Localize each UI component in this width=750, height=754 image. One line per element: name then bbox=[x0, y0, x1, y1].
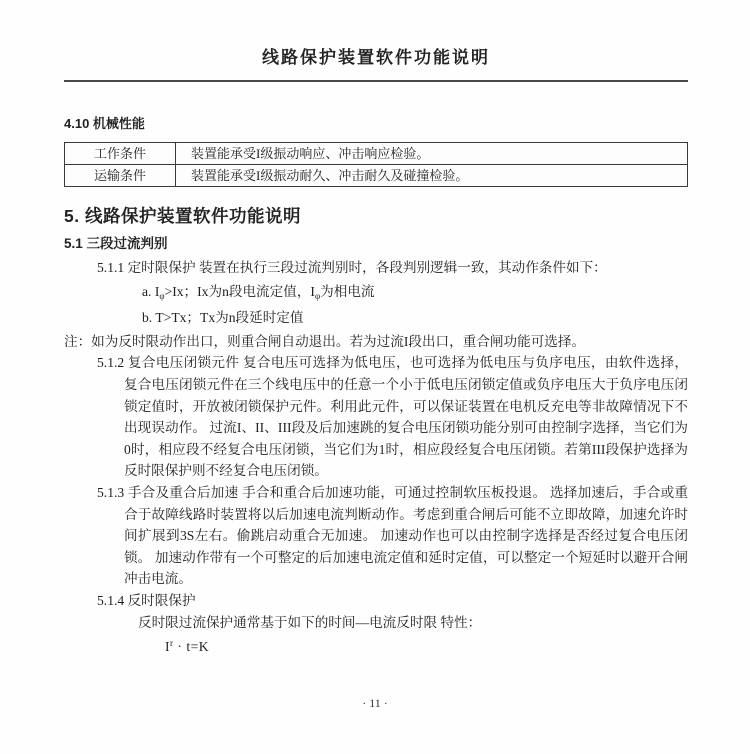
header-rule bbox=[64, 80, 688, 82]
paragraph-5-1-4-intro: 反时限过流保护通常基于如下的时间—电流反时限 特性： bbox=[138, 614, 482, 630]
section-5-heading: 5. 线路保护装置软件功能说明 bbox=[64, 206, 301, 226]
heading-5-1-4: 5.1.4 反时限保护 bbox=[97, 592, 196, 608]
note-line: 注：如为反时限动作出口，则重合闸自动退出。若为过流I段出口，重合闸功能可选择。 bbox=[64, 333, 586, 349]
table-row bbox=[65, 165, 688, 187]
condition-a-pre: a. I bbox=[142, 283, 160, 299]
header-title: 线路保护装置软件功能说明 bbox=[262, 48, 490, 67]
condition-a-mid: >Ix；Ix为n段电流定值，I bbox=[164, 283, 315, 299]
formula-exponent: r bbox=[170, 638, 174, 649]
condition-a-post: 为相电流 bbox=[320, 283, 375, 299]
paragraph-5-1-2: 5.1.2 复合电压闭锁元件 复合电压可选择为低电压，也可选择为低电压与负序电压，由软件选择，复合电压闭锁元件在三个线电压中的任意一个小于低电压闭锁定值或负序电压大于负序电压闭锁定值时，开放被闭锁保护元件。利用此元件，可以保证装置在电机反充电等非故障情况下不出现误动作。 过流I、II、III段及后加速跳的复合电压闭锁功能分别可由控制字选择，当它们为0时，相应段不经复合电压闭锁，当它们为1时，相应段经复合电压闭锁。若第III段保护选择为反时限保护则不经复合电压闭锁。 bbox=[97, 355, 688, 479]
section-5-1-body bbox=[64, 257, 688, 658]
paragraph-5-1-1: 5.1.1 定时限保护 装置在执行三段过流判别时，各段判别逻辑一致，其动作条件如下： bbox=[97, 260, 607, 275]
document-header bbox=[64, 0, 688, 82]
section-5-1-heading: 5.1 三段过流判别 bbox=[64, 236, 168, 251]
inverse-time-formula bbox=[64, 633, 688, 658]
row-label: 运输条件 bbox=[65, 165, 176, 187]
mechanical-performance-table bbox=[64, 142, 688, 187]
formula-base: I bbox=[165, 639, 171, 655]
row-value: 装置能承受I级振动耐久、冲击耐久及碰撞检验。 bbox=[176, 165, 688, 187]
paragraph-5-1-3: 5.1.3 手合及重合后加速 手合和重合后加速功能，可通过控制软压板投退。 选择加速后，手合或重合于故障线路时装置将以后加速电流判断动作。考虑到重合闸后可能不立即故障，加速允许时间扩展到3S左右。偷跳启动重合无加速。 加速动作也可以由控制字选择是否经过复合电压闭锁。 加速动作带有一个可整定的后加速电流定值和延时定值，可以整定一个短延时以避开合闸冲击电流。 bbox=[97, 484, 688, 587]
phase-subscript: φ bbox=[159, 290, 165, 301]
condition-b: b. T>Tx；Tx为n段延时定值 bbox=[142, 310, 304, 326]
phase-subscript: φ bbox=[314, 290, 321, 301]
table-row bbox=[65, 143, 688, 165]
condition-a bbox=[64, 281, 688, 308]
row-value: 装置能承受I级振动响应、冲击响应检验。 bbox=[176, 143, 688, 165]
section-4-10-heading: 4.10 机械性能 bbox=[64, 116, 145, 131]
row-label: 工作条件 bbox=[65, 143, 176, 165]
formula-rest: · t=K bbox=[173, 639, 210, 655]
page-number: · 11 · bbox=[362, 696, 388, 710]
